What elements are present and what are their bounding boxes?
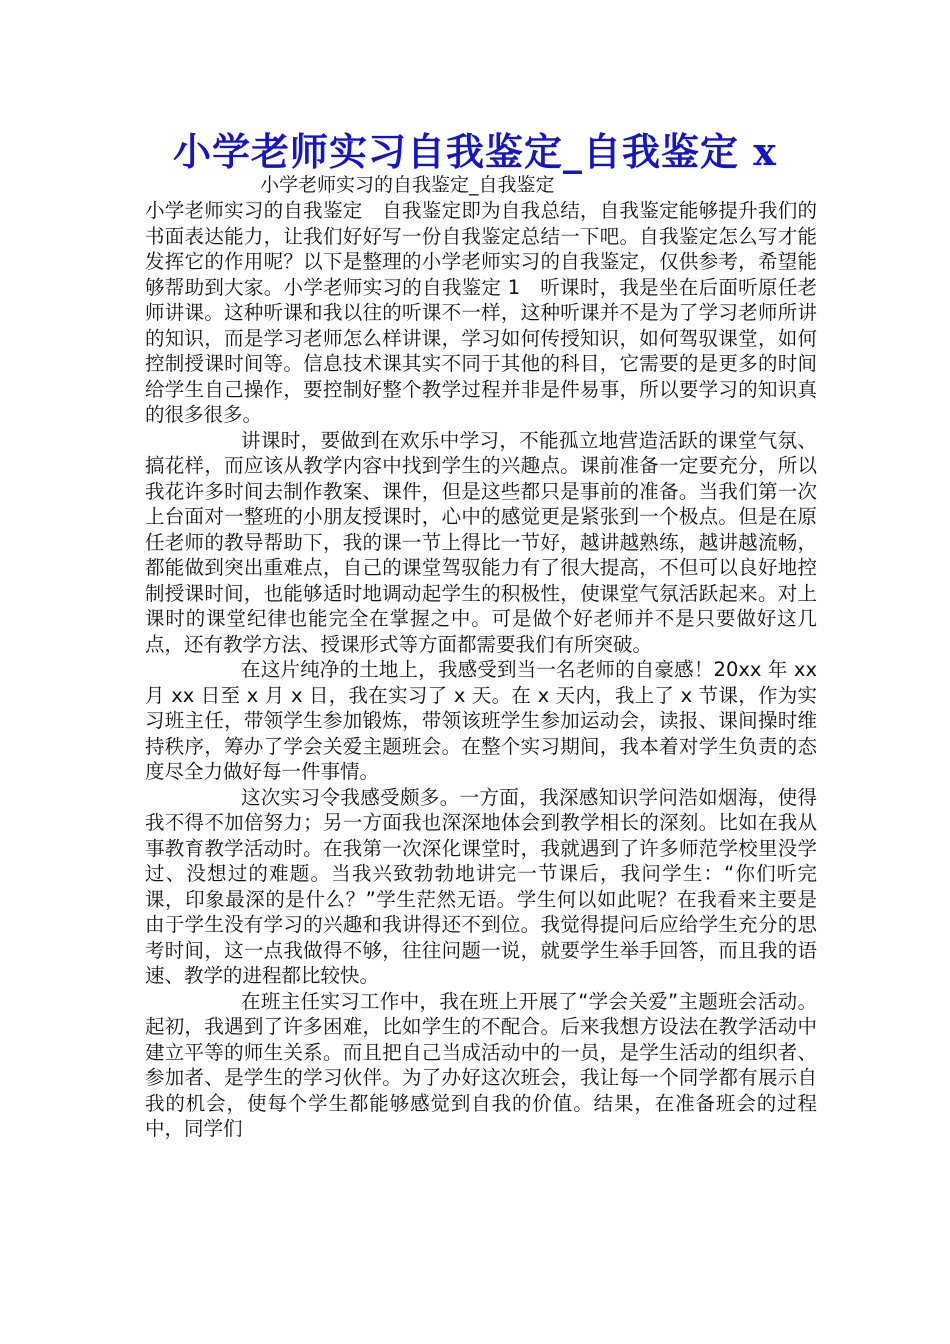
document-subtitle: 小学老师实习的自我鉴定_自我鉴定 xyxy=(260,174,555,196)
paragraph-intro: 小学老师实习的自我鉴定 自我鉴定即为自我总结，自我鉴定能够提升我们的书面表达能力，让我们好好写一份自我鉴定总结一下吧。自我鉴定怎么写才能发挥它的作用呢？以下是整理的小学老师实习的自我鉴定，仅供参考，希望能够帮助到大家。小学老师实习的自我鉴定 1 听课时，我是坐在后面听原任老师讲课。这种听课和我以往的听课不一样，这种听课并不是为了学习老师所讲的知识，而是学习老师怎么样讲课，学习如何传授知识，如何驾驭课堂，如何控制授课时间等。信息技术课其实不同于其他的科目，它需要的是更多的时间给学生自己操作，要控制好整个教学过程并非是件易事，所以要学习的知识真的很多很多。 xyxy=(145,199,817,426)
paragraph-teaching: 讲课时，要做到在欢乐中学习，不能孤立地营造活跃的课堂气氛、搞花样，而应该从教学内容中找到学生的兴趣点。课前准备一定要充分，所以我花许多时间去制作教案、课件，但是这些都只是事前的准备。当我们第一次上台面对一整班的小朋友授课时，心中的感觉更是紧张到一个极点。但是在原任老师的教导帮助下，我的课一节上得比一节好，越讲越熟练，越讲越流畅，都能做到突出重难点，自己的课堂驾驭能力有了很大提高，不但可以良好地控制授课时间，也能够适时地调动起学生的积极性，使课堂气氛活跃起来。对上课时的课堂纪律也能完全在掌握之中。可是做个好老师并不是只要做好这几点，还有教学方法、授课形式等方面都需要我们有所突破。 xyxy=(145,428,817,656)
document-title: 小学老师实习自我鉴定_自我鉴定 x xyxy=(173,129,777,174)
document-body xyxy=(145,198,817,1142)
paragraph-reflection: 这次实习令我感受颇多。一方面，我深感知识学问浩如烟海，使得我不得不加倍努力；另一方面我也深深地体会到教学相长的深刻。比如在我从事教育教学活动时。在我第一次深化课堂时，我就遇到了许多师范学校里没学过、没想过的难题。当我兴致勃勃地讲完一节课后，我问学生：“你们听完课，印象最深的是什么？”学生茫然无语。学生何以如此呢？在我看来主要是由于学生没有学习的兴趣和我讲得还不到位。我觉得提问后应给学生充分的思考时间，这一点我做得不够，往往问题一说，就要学生举手回答，而且我的语速、教学的进程都比较快。 xyxy=(145,785,817,987)
paragraph-pride: 在这片纯净的土地上，我感受到当一名老师的自豪感！20xx 年 xx 月 xx 日至 x 月 x 日，我在实习了 x 天。在 x 天内，我上了 x 节课，作为实习班主任，带领学生参加锻炼，带领该班学生参加运动会，读报、课间操时维持秩序，筹办了学会关爱主题班会。在整个实习期间，我本着对学生负责的态度尽全力做好每一件事情。 xyxy=(145,658,817,783)
paragraph-class-teacher: 在班主任实习工作中，我在班上开展了“学会关爱”主题班会活动。起初，我遇到了许多困难，比如学生的不配合。后来我想方设法在教学活动中建立平等的师生关系。而且把自己当成活动中的一员，是学生活动的组织者、参加者、是学生的学习伙伴。为了办好这次班会，我让每一个同学都有展示自我的机会，使每个学生都能够感觉到自我的价值。结果，在准备班会的过程中，同学们 xyxy=(145,989,817,1140)
